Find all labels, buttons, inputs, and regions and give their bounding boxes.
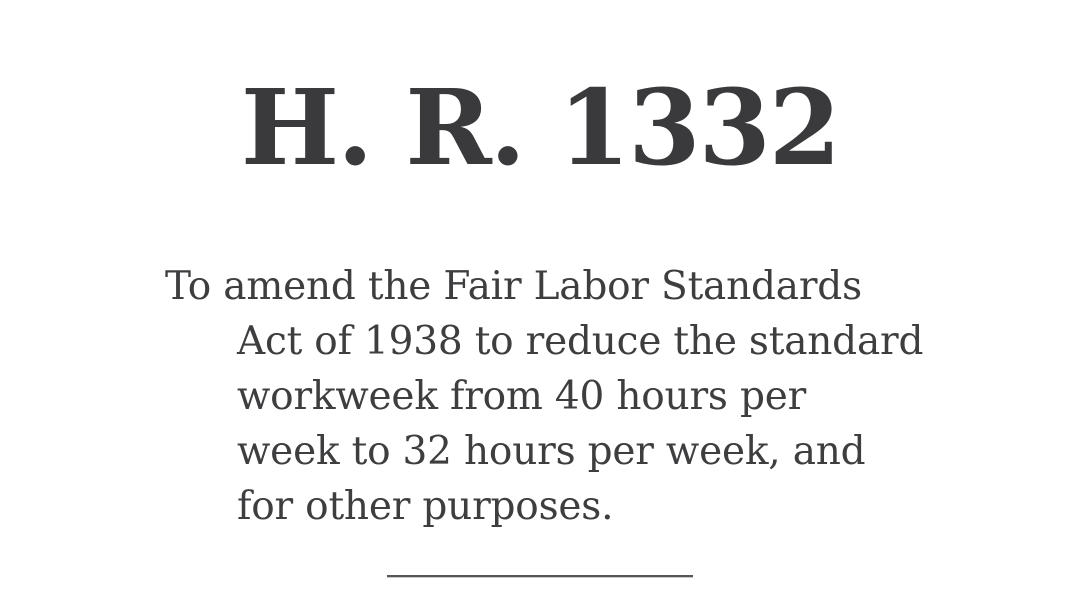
bill-title-line-2: Act of 1938 to reduce the standard (237, 319, 924, 364)
bill-title-line-1: To amend the Fair Labor Standards (165, 264, 862, 309)
bill-title-line-4: week to 32 hours per week, and (237, 429, 866, 474)
bill-long-title (165, 259, 955, 534)
bill-number-heading: H. R. 1332 (240, 66, 840, 189)
bill-title-line-5: for other purposes. (237, 484, 614, 529)
horizontal-rule (387, 575, 693, 578)
bill-title-line-3: workweek from 40 hours per (237, 374, 807, 419)
